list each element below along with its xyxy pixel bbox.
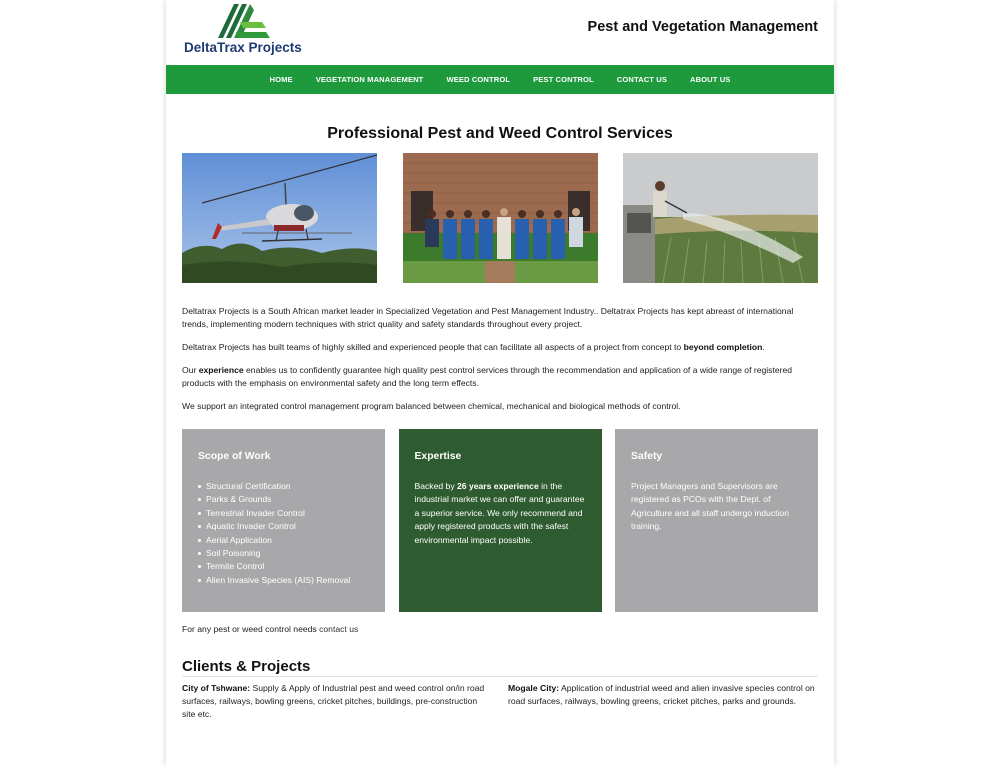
page-title: Professional Pest and Weed Control Services (327, 125, 673, 142)
clients-list (166, 682, 834, 721)
nav-pest-control[interactable]: PEST CONTROL (533, 75, 594, 84)
list-item: Alien Invasive Species (AIS) Removal (198, 574, 369, 587)
list-item: Structural Certification (198, 480, 369, 493)
delta-logo-icon (214, 0, 272, 40)
clients-title: Clients & Projects (182, 658, 818, 677)
intro-paragraph-1: Deltatrax Projects is a South African market leader in Specialized Vegetation and Pest Management Industry.. Deltatrax Projects has kept abreast of international trends, implementing modern techniques with strict quality and safety standards throughout every project. (182, 306, 794, 329)
nav-about-us[interactable]: ABOUT US (689, 75, 731, 84)
feature-boxes (166, 429, 834, 612)
intro-paragraph-2: Deltatrax Projects has built teams of highly skilled and experienced people that can facilitate all aspects of a project from concept to beyond completion. (182, 342, 765, 352)
list-item: Soil Poisoning (198, 547, 369, 560)
list-item: Parks & Grounds (198, 493, 369, 506)
page (166, 0, 834, 766)
team-photo (403, 153, 598, 283)
scope-list (198, 480, 369, 587)
list-item: Termite Control (198, 560, 369, 573)
contact-us-link[interactable]: contact us (319, 624, 359, 634)
helicopter-photo (182, 153, 377, 283)
scope-of-work-box (182, 429, 385, 612)
main-nav (166, 65, 834, 94)
list-item: Aquatic Invader Control (198, 520, 369, 533)
intro-paragraph-3: Our experience enables us to confidently guarantee high quality pest control services through the recommendation and application of a wide range of registered products with the emphasis on environmental safety and the long term effects. (182, 365, 793, 388)
nav-contact-us[interactable]: CONTACT US (616, 75, 667, 84)
client-tshwane: City of Tshwane: Supply & Apply of Industrial pest and weed control on/in road surfaces, railways, bowling greens, cricket pitches, buildings, pre-construction site etc. (182, 683, 485, 719)
contact-line: For any pest or weed control needs contact us (182, 624, 359, 634)
expertise-box (399, 429, 602, 612)
nav-weed-control[interactable]: WEED CONTROL (446, 75, 511, 84)
list-item: Terrestrial Invader Control (198, 507, 369, 520)
safety-box (615, 429, 818, 612)
spraying-photo (623, 153, 818, 283)
logo[interactable] (184, 0, 304, 58)
safety-text: Project Managers and Supervisors are registered as PCOs with the Dept. of Agriculture and all staff undergo induction training. (631, 481, 789, 532)
site-tagline: Pest and Vegetation Management (587, 19, 818, 35)
photo-row (166, 153, 834, 283)
nav-vegetation-management[interactable]: VEGETATION MANAGEMENT (315, 75, 424, 84)
list-item: Aerial Application (198, 534, 369, 547)
client-mogale-city: Mogale City: Application of industrial weed and alien invasive species control on road surfaces, railways, bowling greens, cricket pitches, parks and grounds. (508, 683, 815, 706)
intro-text (166, 305, 834, 413)
logo-text: DeltaTrax Projects (184, 40, 302, 55)
scope-of-work-title: Scope of Work (198, 451, 271, 462)
expertise-text: Backed by 26 years experience in the industrial market we can offer and guarantee a superior service. We only recommend and apply registered products with the safest environmental impact possible. (414, 481, 585, 545)
nav-home[interactable]: HOME (269, 75, 293, 84)
expertise-title: Expertise (414, 451, 462, 462)
safety-title: Safety (631, 451, 663, 462)
header (166, 0, 834, 65)
intro-paragraph-4: We support an integrated control management program balanced between chemical, mechanical and biological methods of control. (182, 401, 681, 411)
